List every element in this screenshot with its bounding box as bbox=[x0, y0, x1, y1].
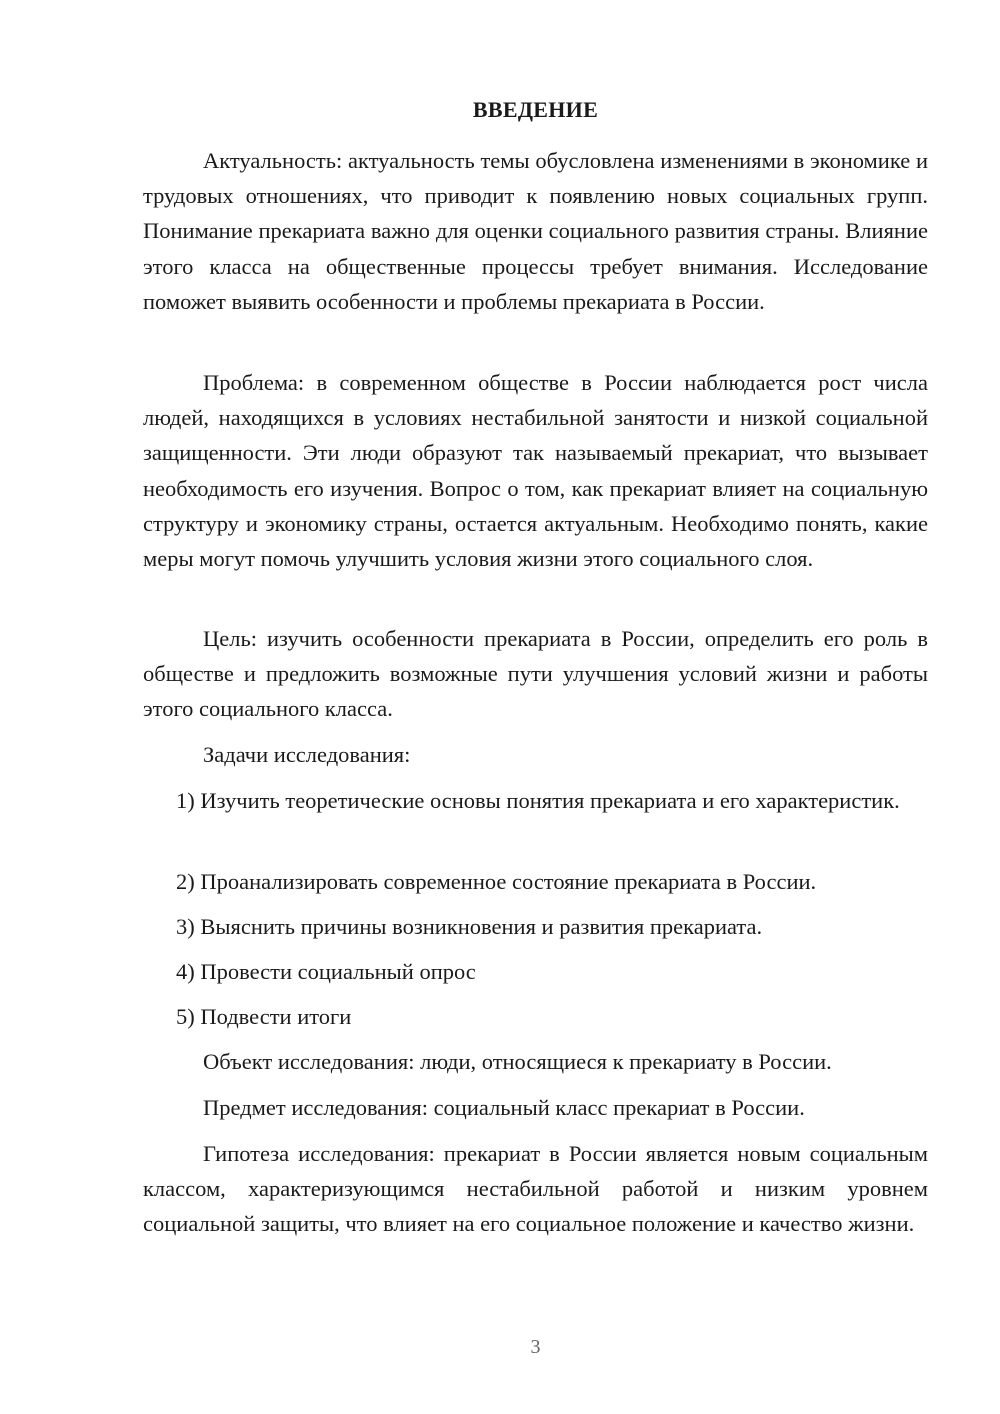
problem-paragraph: Проблема: в современном обществе в России наблюдается рост числа людей, находящихся в условиях нестабильной занятости и низкой социальной защищенности. Эти люди образуют так называемый прекариат, что вызывает необходимость его изучения. Вопрос о том, как прекариат влияет на социальную структуру и экономику страны, остается актуальным. Необходимо понять, какие меры могут помочь улучшить условия жизни этого социального слоя. bbox=[143, 370, 928, 572]
task-item-3: 3) Выяснить причины возникновения и развития прекариата. bbox=[176, 914, 763, 939]
task-item-4: 4) Провести социальный опрос bbox=[176, 959, 476, 984]
task-item-1: 1) Изучить теоретические основы понятия прекариата и его характеристик. bbox=[176, 788, 900, 813]
task-item-2: 2) Проанализировать современное состояние прекариата в России. bbox=[176, 869, 817, 894]
relevance-paragraph: Актуальность: актуальность темы обусловлена изменениями в экономике и трудовых отношениях, что приводит к появлению новых социальных групп. Понимание прекариата важно для оценки социального развития страны. Влияние этого класса на общественные процессы требует внимания. Исследование поможет выявить особенности и проблемы прекариата в России. bbox=[143, 148, 928, 314]
object-paragraph: Объект исследования: люди, относящиеся к прекариату в России. bbox=[203, 1049, 832, 1074]
page-number: 3 bbox=[530, 1336, 541, 1358]
goal-paragraph: Цель: изучить особенности прекариата в России, определить его роль в обществе и предложить возможные пути улучшения условий жизни и работы этого социального класса. bbox=[143, 626, 928, 722]
hypothesis-paragraph: Гипотеза исследования: прекариат в России является новым социальным классом, характеризующимся нестабильной работой и низким уровнем социальной защиты, что влияет на его социальное положение и качество жизни. bbox=[143, 1141, 928, 1237]
tasks-heading: Задачи исследования: bbox=[203, 742, 411, 767]
section-title: ВВЕДЕНИЕ bbox=[472, 97, 599, 122]
task-item-5: 5) Подвести итоги bbox=[176, 1004, 352, 1029]
subject-paragraph: Предмет исследования: социальный класс прекариат в России. bbox=[203, 1095, 805, 1120]
